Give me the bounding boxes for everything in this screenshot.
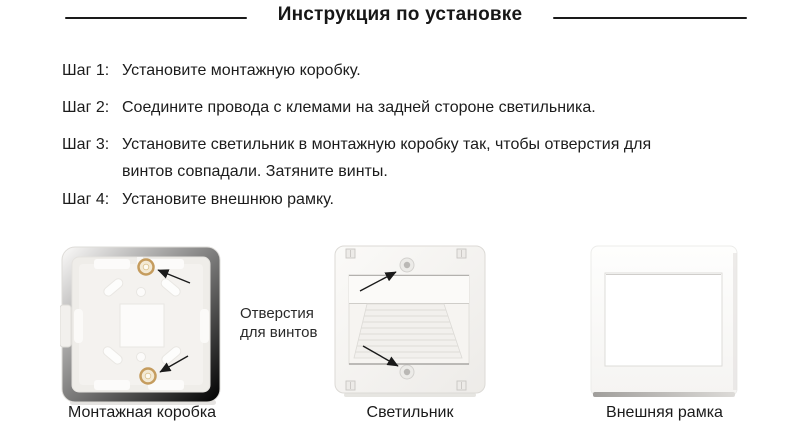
center-knockout: [120, 304, 164, 347]
step-label: Шаг 2:: [62, 99, 110, 116]
luminaire-caption: Светильник: [366, 404, 454, 421]
title-rule-right: [553, 17, 747, 19]
step-label: Шаг 3:: [62, 136, 110, 153]
screw-hole-top-icon: [139, 260, 154, 275]
mounting-box-image: [60, 243, 224, 414]
mounting-box-illustration: [60, 243, 224, 409]
step-label: Шаг 1:: [62, 62, 110, 79]
step-row-1: [62, 57, 678, 84]
annotation-line: для винтов: [240, 324, 318, 341]
side-latch-tab: [60, 305, 71, 347]
louvered-light-module: [349, 275, 469, 364]
luminaire-shadow: [344, 393, 476, 397]
step-text: Установите светильник в монтажную коробку так, чтобы отверстия для винтов совпадали. Затяните винты.: [122, 136, 652, 180]
outer-frame-caption: Внешняя рамка: [606, 404, 723, 421]
step-text: Установите внешнюю рамку.: [122, 191, 334, 208]
screw-hole-bottom-icon: [141, 369, 156, 384]
frame-shadow: [593, 392, 735, 397]
step-label: Шаг 4:: [62, 191, 110, 208]
page-title: Инструкция по установке: [277, 4, 523, 25]
annotation-line: Отверстия: [240, 305, 314, 322]
luminaire-image: [332, 244, 488, 403]
step-row-4: [62, 186, 678, 213]
screw-hole-bottom-icon: [400, 365, 414, 379]
outer-frame-illustration: [589, 244, 740, 402]
step-row-3: [62, 131, 678, 185]
screw-holes-annotation: [240, 304, 317, 342]
step-text: Соедините провода с клемами на задней стороне светильника.: [122, 99, 596, 116]
outer-frame-image: [589, 244, 740, 407]
luminaire-illustration: [332, 244, 488, 398]
step-row-2: [62, 94, 678, 121]
mounting-box-caption: Монтажная коробка: [67, 404, 217, 421]
step-text: Установите монтажную коробку.: [122, 62, 361, 79]
frame-opening: [605, 273, 722, 366]
screw-hole-top-icon: [400, 258, 414, 272]
